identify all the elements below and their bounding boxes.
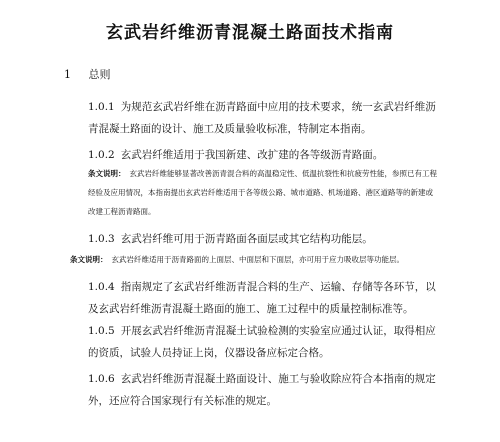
clause-1-0-2 bbox=[88, 144, 438, 166]
clause-number: 1.0.3 bbox=[88, 233, 115, 245]
note-label: 条文说明： bbox=[70, 255, 108, 264]
clause-text: 指南规定了玄武岩纤维沥青混合料的生产、运输、存储等各环节，以及玄武岩纤维沥青混凝土路面的施工、施工过程中的质量控制标准等。 bbox=[88, 281, 436, 315]
clause-number: 1.0.2 bbox=[88, 149, 115, 161]
clause-1-0-6 bbox=[88, 368, 438, 412]
clause-text: 玄武岩纤维可用于沥青路面各面层或其它结构功能层。 bbox=[120, 233, 373, 245]
clause-number: 1.0.5 bbox=[88, 325, 115, 337]
explanation-note-2 bbox=[70, 250, 450, 269]
clause-text: 玄武岩纤维沥青混凝土路面设计、施工与验收除应符合本指南的规定外，还应符合国家现行有关标准的规定。 bbox=[88, 373, 436, 407]
note-text: 玄武岩纤维能够显著改善沥青混合料的高温稳定性、低温抗裂性和抗疲劳性能，参照已有工程经验及应用情况，本指南提出玄武岩纤维适用于各等级公路、城市道路、机场道路、港区道路等的新建或改建工程沥青路面。 bbox=[88, 169, 437, 216]
clause-number: 1.0.6 bbox=[88, 373, 115, 385]
document-title: 玄武岩纤维沥青混凝土路面技术指南 bbox=[106, 23, 394, 43]
note-text: 玄武岩纤维适用于沥青路面的上面层、中面层和下面层，亦可用于应力吸收层等功能层。 bbox=[111, 255, 404, 264]
section-title: 总则 bbox=[88, 68, 111, 81]
clause-1-0-5 bbox=[88, 320, 438, 364]
section-heading bbox=[64, 66, 111, 82]
clause-text: 玄武岩纤维适用于我国新建、改扩建的各等级沥青路面。 bbox=[120, 149, 384, 161]
explanation-note-1 bbox=[88, 164, 438, 221]
clause-number: 1.0.1 bbox=[88, 101, 115, 113]
clause-1-0-1 bbox=[88, 96, 438, 140]
clause-number: 1.0.4 bbox=[88, 281, 115, 293]
clause-text: 开展玄武岩纤维沥青混凝土试验检测的实验室应通过认证，取得相应的资质，试验人员持证上岗，仪器设备应标定合格。 bbox=[88, 325, 436, 359]
clause-1-0-3 bbox=[88, 228, 438, 250]
clause-1-0-4 bbox=[88, 276, 438, 320]
section-number: 1 bbox=[64, 68, 71, 81]
note-label: 条文说明： bbox=[88, 169, 126, 178]
clause-text: 为规范玄武岩纤维在沥青路面中应用的技术要求，统一玄武岩纤维沥青混凝土路面的设计、施工及质量验收标准，特制定本指南。 bbox=[88, 101, 436, 135]
